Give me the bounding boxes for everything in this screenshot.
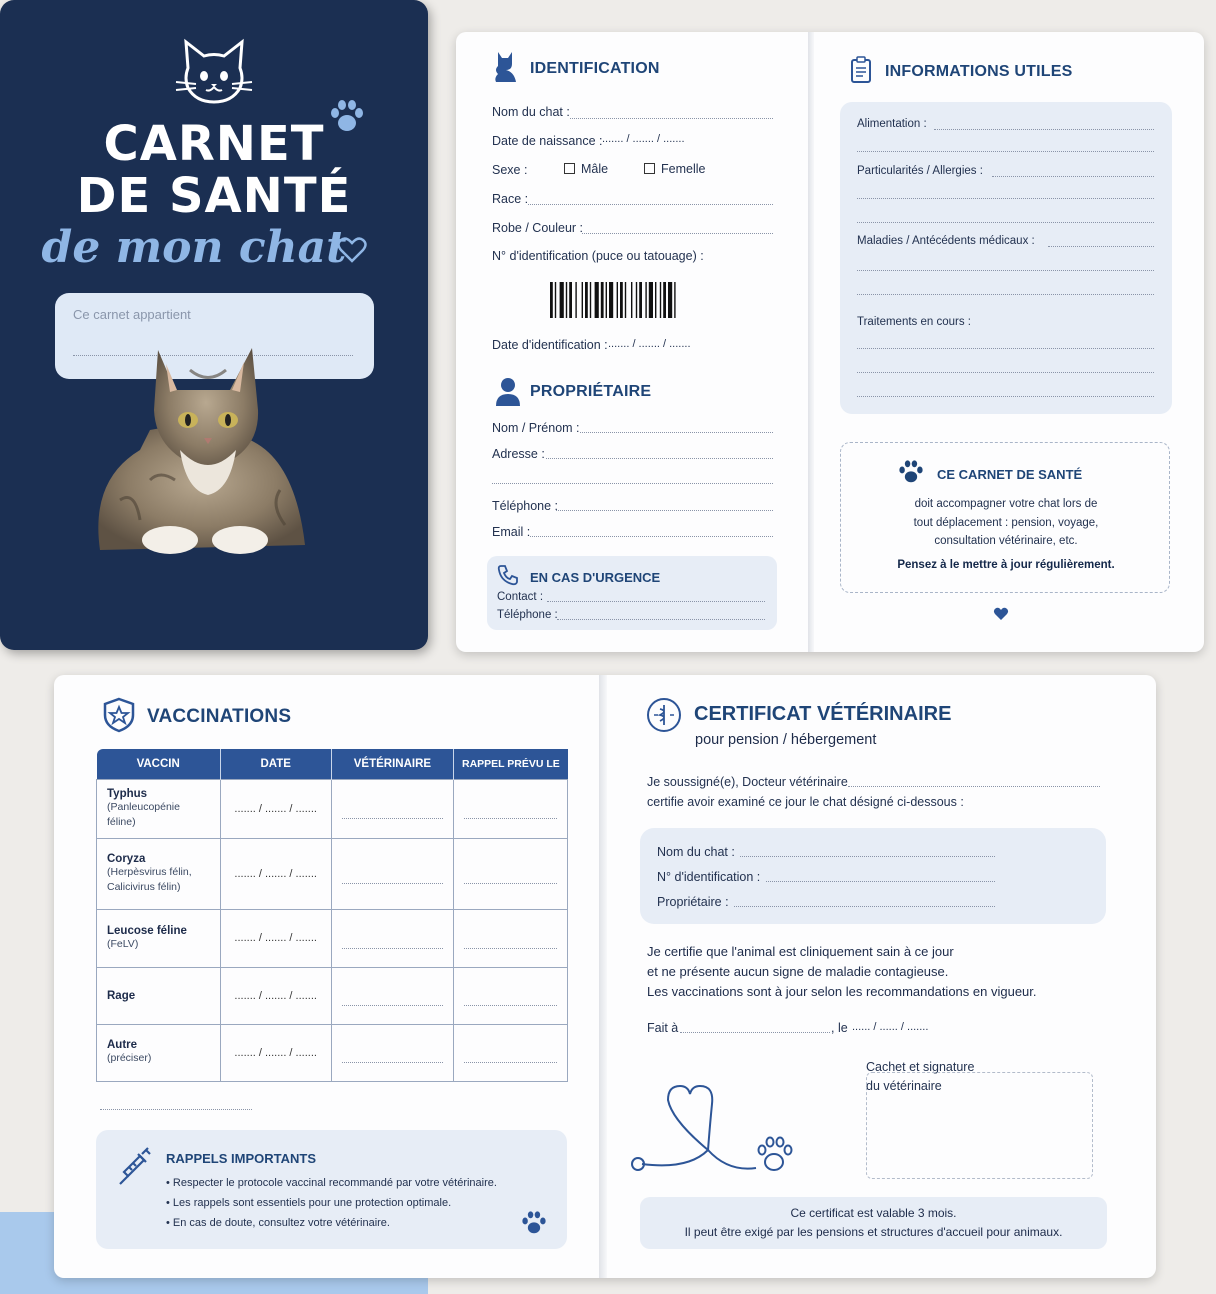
email-field[interactable] bbox=[530, 536, 773, 537]
medical-history-label: Maladies / Antécédents médicaux : bbox=[857, 235, 1035, 247]
vaccine-name: Typhus bbox=[107, 787, 148, 800]
vaccine-date-field[interactable]: ....... / ....... / ....... bbox=[220, 967, 331, 1024]
vet-field[interactable] bbox=[331, 1024, 454, 1081]
breed-label: Race : bbox=[492, 192, 529, 206]
vaccine-name: Rage bbox=[107, 989, 136, 1002]
certificate-footer bbox=[640, 1197, 1107, 1249]
reminders-box bbox=[96, 1130, 567, 1249]
cert-cat-name-field[interactable] bbox=[740, 856, 995, 857]
vaccine-detail: (FeLV) bbox=[107, 937, 139, 950]
identification-heading: IDENTIFICATION bbox=[530, 60, 660, 77]
vet-field[interactable] bbox=[331, 967, 454, 1024]
diet-label: Alimentation : bbox=[857, 118, 927, 130]
certificate-declaration: Je certifie que l'animal est cliniquement sain à ce jour et ne présente aucun signe de maladie contagieuse. Les vaccinations sont à jour selon les recommandations en vigueur. bbox=[647, 944, 1037, 999]
birth-date-label: Date de naissance : bbox=[492, 134, 603, 148]
emergency-box bbox=[487, 556, 777, 630]
cat-summary-box bbox=[640, 828, 1106, 924]
phone-field[interactable] bbox=[556, 510, 773, 511]
notice-text: doit accompagner votre chat lors de tout déplacement : pension, voyage, consultation vétérinaire, etc. bbox=[913, 498, 1099, 547]
table-row bbox=[97, 967, 568, 1024]
booklet-spread-identification bbox=[456, 32, 1204, 652]
vet-field[interactable] bbox=[331, 838, 454, 909]
cert-owner-label: Propriétaire : bbox=[657, 895, 729, 909]
certificate-subheading: pour pension / hébergement bbox=[695, 732, 877, 748]
cover-title-line3: de mon chat bbox=[41, 222, 347, 273]
cover-title-line2: DE SANTÉ bbox=[76, 168, 352, 224]
reminders-list bbox=[166, 1173, 497, 1233]
useful-info-heading: INFORMATIONS UTILES bbox=[885, 63, 1073, 80]
cat-face-icon bbox=[174, 38, 254, 108]
booster-field[interactable] bbox=[454, 838, 568, 909]
vet-field[interactable] bbox=[331, 779, 454, 838]
owner-label-text: Ce carnet appartient bbox=[73, 307, 191, 322]
date-field[interactable]: ...... / ...... / ....... bbox=[852, 1021, 929, 1033]
cert-cat-name-label: Nom du chat : bbox=[657, 845, 735, 859]
person-icon bbox=[494, 376, 522, 406]
vaccine-date-field[interactable]: ....... / ....... / ....... bbox=[220, 909, 331, 967]
heart-icon bbox=[337, 236, 367, 264]
col-header-booster: RAPPEL PRÉVU LE bbox=[454, 749, 568, 779]
booster-field[interactable] bbox=[454, 967, 568, 1024]
vet-field[interactable] bbox=[331, 909, 454, 967]
stethoscope-icon bbox=[628, 1080, 798, 1180]
emergency-contact-field[interactable] bbox=[547, 601, 765, 602]
id-date-label: Date d'identification : bbox=[492, 338, 608, 352]
owner-name-field[interactable] bbox=[580, 432, 773, 433]
place-field[interactable] bbox=[680, 1032, 830, 1033]
vet-name-field[interactable] bbox=[848, 786, 1100, 787]
phone-icon bbox=[497, 564, 519, 586]
medical-seal-icon bbox=[646, 697, 682, 733]
syringe-icon bbox=[114, 1146, 154, 1186]
certificate-note: Il peut être exigé par les pensions et structures d'accueil pour animaux. bbox=[684, 1225, 1063, 1239]
cert-id-field[interactable] bbox=[766, 881, 995, 882]
certificate-validity: Ce certificat est valable 3 mois. bbox=[790, 1206, 957, 1220]
booklet-cover bbox=[0, 0, 428, 650]
cat-name-field[interactable] bbox=[570, 118, 773, 119]
id-number-label: N° d'identification (puce ou tatouage) : bbox=[492, 249, 704, 263]
stamp-label-line1: Cachet et signature bbox=[866, 1060, 975, 1074]
cert-owner-field[interactable] bbox=[734, 906, 995, 907]
birth-date-field[interactable]: ....... / ....... / ....... bbox=[602, 133, 685, 145]
vaccine-name: Coryza bbox=[107, 852, 146, 865]
extra-line bbox=[100, 1109, 252, 1110]
vaccine-detail: (préciser) bbox=[107, 1052, 152, 1064]
treatments-label: Traitements en cours : bbox=[857, 316, 971, 328]
email-label: Email : bbox=[492, 525, 531, 539]
breed-field[interactable] bbox=[528, 204, 773, 205]
male-checkbox[interactable]: Mâle bbox=[564, 162, 608, 176]
cat-photo bbox=[80, 330, 320, 565]
signature-box[interactable] bbox=[866, 1072, 1093, 1179]
vaccine-name: Leucose féline bbox=[107, 924, 187, 937]
cert-id-label: N° d'identification : bbox=[657, 870, 761, 884]
certificate-line2: certifie avoir examiné ce jour le chat désigné ci-dessous : bbox=[647, 795, 964, 809]
table-row bbox=[97, 1024, 568, 1081]
notice-box bbox=[840, 442, 1170, 593]
paw-icon bbox=[520, 1210, 548, 1236]
address-field[interactable] bbox=[546, 458, 773, 459]
vaccine-name: Autre bbox=[107, 1039, 138, 1051]
address-label: Adresse : bbox=[492, 447, 545, 461]
id-date-field[interactable]: ....... / ....... / ....... bbox=[608, 338, 691, 350]
certificate-line1: Je soussigné(e), Docteur vétérinaire bbox=[647, 775, 848, 789]
vaccine-detail: (Herpèsvirus félin, Calicivirus félin) bbox=[107, 865, 192, 893]
stamp-label-line2: du vétérinaire bbox=[866, 1079, 942, 1093]
cat-name-label: Nom du chat : bbox=[492, 105, 570, 119]
allergies-label: Particularités / Allergies : bbox=[857, 165, 983, 177]
table-row bbox=[97, 909, 568, 967]
vaccine-date-field[interactable]: ....... / ....... / ....... bbox=[220, 838, 331, 909]
list-item: • Les rappels sont essentiels pour une protection optimale. bbox=[166, 1197, 452, 1209]
col-header-vet: VÉTÉRINAIRE bbox=[331, 749, 454, 779]
vaccine-date-field[interactable]: ....... / ....... / ....... bbox=[220, 779, 331, 838]
phone-label: Téléphone : bbox=[492, 499, 559, 513]
date-label: , le bbox=[831, 1021, 848, 1035]
emergency-phone-label: Téléphone : bbox=[497, 609, 558, 621]
booster-field[interactable] bbox=[454, 1024, 568, 1081]
vaccine-detail: (Panleucopénie féline) bbox=[107, 800, 180, 828]
table-row bbox=[97, 838, 568, 909]
list-item: • Respecter le protocole vaccinal recommandé par votre vétérinaire. bbox=[166, 1177, 497, 1189]
col-header-date: DATE bbox=[220, 749, 331, 779]
list-item: • En cas de doute, consultez votre vétérinaire. bbox=[166, 1217, 390, 1229]
emergency-contact-label: Contact : bbox=[497, 591, 544, 603]
paw-icon bbox=[897, 459, 925, 485]
table-row bbox=[97, 779, 568, 838]
sex-label: Sexe : bbox=[492, 163, 528, 177]
heart-icon bbox=[993, 607, 1009, 621]
booster-field[interactable] bbox=[454, 779, 568, 838]
useful-info-box bbox=[840, 102, 1172, 414]
vaccination-table bbox=[96, 749, 568, 1082]
owner-name-label: Nom / Prénom : bbox=[492, 421, 580, 435]
cover-title-line1: CARNET bbox=[103, 116, 325, 172]
col-header-vaccine: VACCIN bbox=[97, 749, 221, 779]
notice-bold: Pensez à le mettre à jour régulièrement. bbox=[897, 559, 1115, 571]
notice-heading: CE CARNET DE SANTÉ bbox=[937, 467, 1083, 482]
barcode bbox=[550, 282, 736, 318]
emergency-heading: EN CAS D'URGENCE bbox=[530, 570, 661, 585]
owner-heading: PROPRIÉTAIRE bbox=[530, 383, 652, 400]
coat-field[interactable] bbox=[582, 233, 773, 234]
clipboard-icon bbox=[850, 56, 872, 84]
reminders-heading: RAPPELS IMPORTANTS bbox=[166, 1151, 316, 1166]
address-field-line2[interactable] bbox=[492, 483, 773, 484]
certificate-heading: CERTIFICAT VÉTÉRINAIRE bbox=[694, 703, 952, 725]
booster-field[interactable] bbox=[454, 909, 568, 967]
shield-star-icon bbox=[102, 697, 136, 733]
vaccinations-heading: VACCINATIONS bbox=[147, 706, 292, 727]
cat-silhouette-icon bbox=[492, 50, 520, 84]
place-label: Fait à bbox=[647, 1021, 679, 1035]
coat-label: Robe / Couleur : bbox=[492, 221, 584, 235]
female-checkbox[interactable]: Femelle bbox=[644, 162, 705, 176]
vaccine-date-field[interactable]: ....... / ....... / ....... bbox=[220, 1024, 331, 1081]
emergency-phone-field[interactable] bbox=[557, 619, 765, 620]
